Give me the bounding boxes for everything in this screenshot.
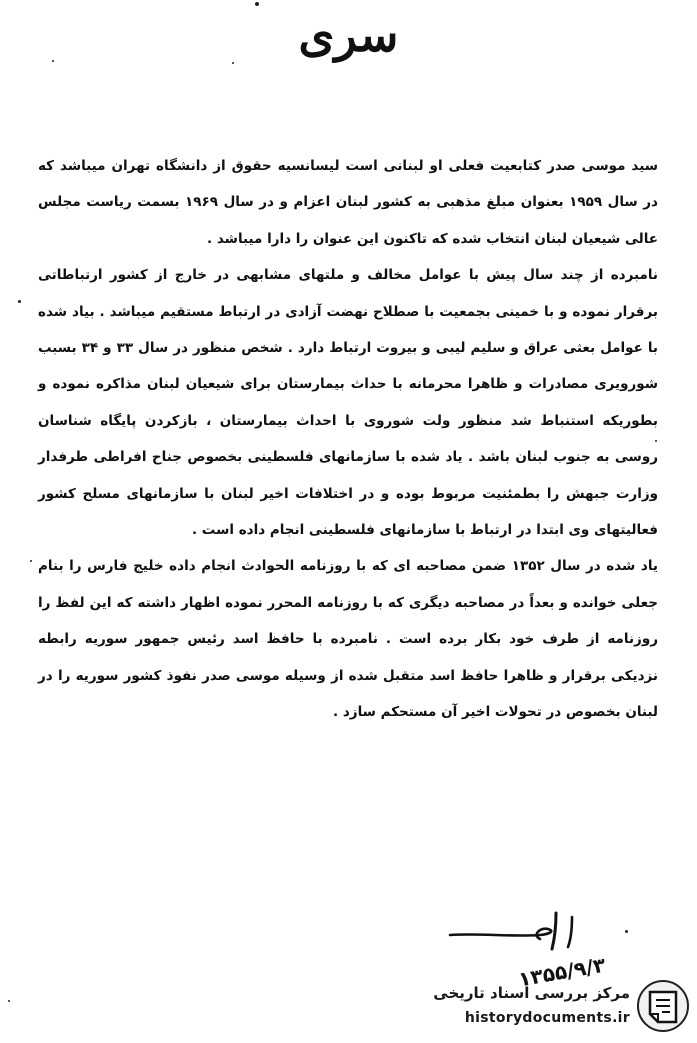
watermark-url: historydocuments.ir: [464, 1010, 630, 1026]
paragraph-2: نامبرده از چند سال پیش با عوامل مخالف و ملتهای مشابهی در خارج از کشور ارتباطاتی برقرار نموده و با خمینی بجمعیت با صطلاح نهضت آزادی در ارتباط مستقیم میباشد . بیاد شده با عوامل بعثی عراق و سلیم لیبی و بیروت ارتباط دارد . شخص منظور در سال ۳۳ و ۳۴ بسبب شورویری مصادرات و ظاهرا محرمانه با حداث بیمارستان برای شیعیان لبنان مذاکره نموده و بطوریکه استنباط شد منظور ولت شوروی با احداث بیمارستان ، بازکردن پایگاه شناسان روسی به جنوب لبنان باشد . یاد شده با سازمانهای فلسطینی بخصوص جناح افراطی طرفدار وزارت جبهش را بطمئنیت مربوط بوده و در اختلافات اخیر لبنان با سازمانهای مسلح کشور فعالیتهای وی ابتدا در ارتباط با سازمانهای فلسطینی انجام داده است .: [38, 267, 659, 539]
archive-logo-icon: [636, 978, 690, 1034]
watermark-org-name: مرکز بررسی اسناد تاریخی: [433, 984, 630, 1002]
paragraph-3: یاد شده در سال ۱۳۵۲ ضمن مصاحبه ای که با روزنامه الحوادث انجام داده خلیج فارس را بنام جعلی خوانده و بعداً در مصاحبه دیگری که با روزنامه المحرر نموده اظهار داشته که این لفظ را روزنامه از طرف خود بکار برده است . نامبرده با حافظ اسد رئیس جمهور سوریه رابطه نزدیکی برقرار و ظاهرا حافظ اسد متقبل شده از وسیله موسی صدر نفوذ کشور سوریه را در لبنان بخصوص در تحولات اخیر آن مستحکم سازد .: [38, 558, 658, 721]
document-title: سری: [298, 8, 399, 62]
handwritten-signature: [440, 905, 600, 965]
scan-speck: [18, 300, 21, 303]
archive-watermark: [418, 978, 690, 1036]
scan-speck: [255, 2, 259, 6]
document-body: [38, 148, 658, 731]
scan-speck: [625, 930, 628, 933]
scan-speck: [232, 62, 234, 64]
paragraph-1: سید موسی صدر کتابعیت فعلی او لبنانی است لیسانسیه حقوق از دانشگاه تهران میباشد که در سال ۱۹۵۹ بعنوان مبلغ مذهبی به کشور لبنان اعزام و در سال ۱۹۶۹ بسمت ریاست مجلس عالی شیعیان لبنان انتخاب شده که تاکنون این عنوان را دارا میباشد .: [38, 158, 658, 247]
handwritten-date: ۱۳۵۵/۹/۳: [516, 952, 608, 992]
scan-speck: [8, 1000, 10, 1002]
scan-speck: [30, 560, 32, 562]
